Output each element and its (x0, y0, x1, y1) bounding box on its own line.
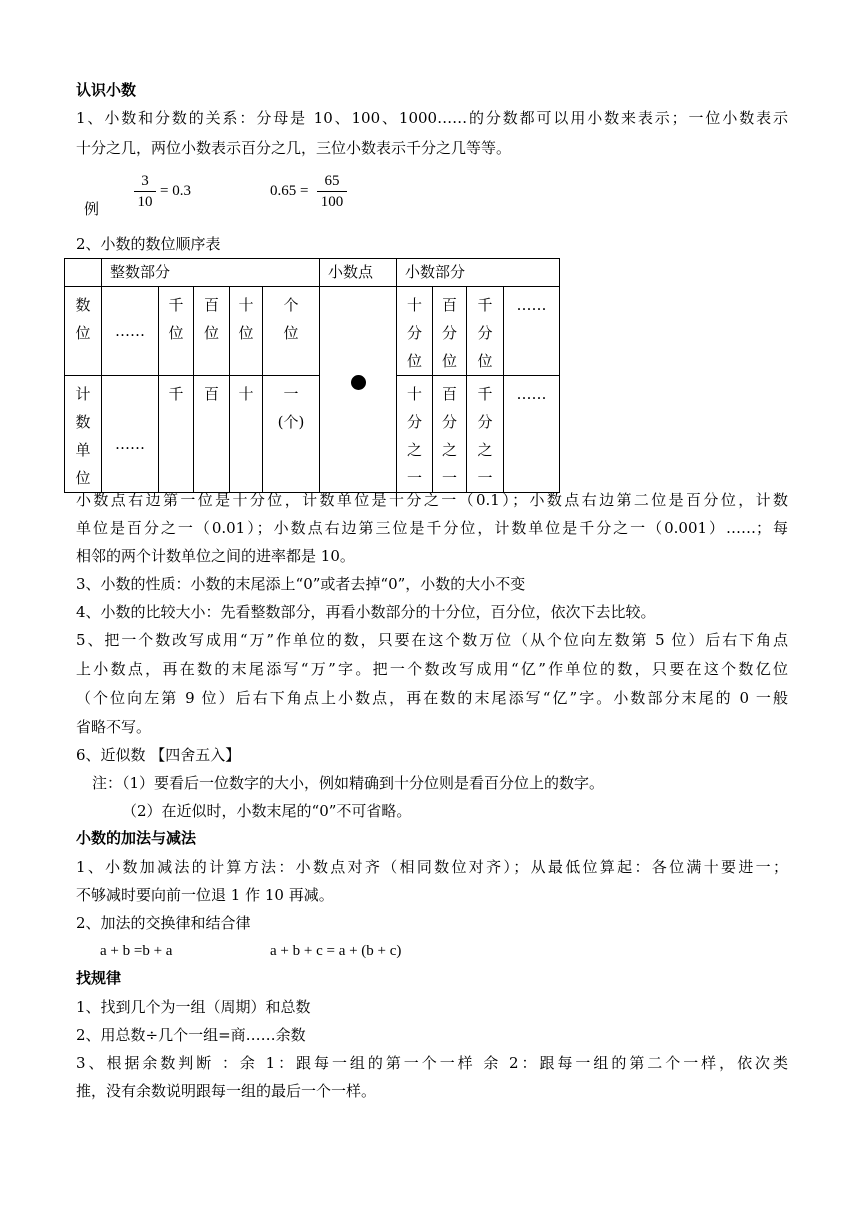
example-label: 例 (84, 202, 100, 218)
fraction-3-10 (134, 172, 156, 211)
place-hundreds: 百 位 (194, 287, 230, 376)
place-tenths: 十 分 位 (397, 287, 433, 376)
paragraph-units-line-3: 相邻的两个计数单位之间的进率都是 10。 (76, 547, 355, 565)
fraction-numerator: 65 (324, 173, 340, 189)
place-hundredths: 百 分 位 (433, 287, 467, 376)
fraction-65-100 (317, 172, 347, 211)
commutative-law: a + b =b + a (100, 943, 173, 959)
unit-hundredth: 百 分 之 一 (433, 376, 467, 493)
row-label-unit: 计 数 单 位 (65, 376, 102, 493)
table-header-row (65, 259, 560, 287)
unit-tenth: 十 分 之 一 (397, 376, 433, 493)
patterns-paragraph-3-line-1: 3、根据余数判断 ：余 1：跟每一组的第一个一样 余 2：跟每一组的第二个一样，依次类 (76, 1054, 788, 1072)
patterns-paragraph-2: 2、用总数÷几个一组=商……余数 (76, 1026, 306, 1044)
paragraph-3: 3、小数的性质：小数的末尾添上“0”或者去掉“0”，小数的大小不变 (76, 575, 526, 593)
paragraph-2-title: 2、小数的数位顺序表 (76, 235, 221, 253)
example-1-result: = 0.3 (160, 183, 191, 199)
note-1: 注：（1）要看后一位数字的大小，例如精确到十分位则是看百分位上的数字。 (92, 774, 605, 792)
fraction-numerator: 3 (141, 173, 149, 189)
example-2-lhs: 0.65 = (270, 183, 309, 199)
section-title-add-subtract: 小数的加法与减法 (76, 829, 197, 847)
unit-decimal-ellipsis: …… (504, 376, 560, 493)
add-sub-paragraph-1-line-2: 不够减时要向前一位退 1 作 10 再减。 (76, 886, 334, 904)
paragraph-6: 6、近似数 【四舍五入】 (76, 746, 241, 764)
add-sub-paragraph-2: 2、加法的交换律和结合律 (76, 914, 251, 932)
unit-hundred: 百 (194, 376, 230, 493)
fraction-denominator: 100 (320, 194, 344, 210)
header-decimal-point: 小数点 (320, 259, 397, 287)
paragraph-4: 4、小数的比较大小：先看整数部分，再看小数部分的十分位，百分位，依次下去比较。 (76, 603, 656, 621)
place-ones: 个 位 (263, 287, 320, 376)
place-value-table (64, 258, 560, 493)
paragraph-5-line-1: 5、把一个数改写成用“万”作单位的数，只要在这个数万位（从个位向左数第 5 位）后右下角点 (76, 631, 788, 649)
unit-thousandth: 千 分 之 一 (467, 376, 504, 493)
place-thousandths: 千 分 位 (467, 287, 504, 376)
paragraph-5-line-3: （个位向左第 9 位）后右下角点上小数点，再在数的末尾添写“亿”字。小数部分末尾的 0 一般 (76, 689, 788, 707)
patterns-paragraph-1: 1、找到几个为一组（周期）和总数 (76, 998, 311, 1016)
note-2: （2）在近似时，小数末尾的“0”不可省略。 (122, 802, 412, 820)
header-integer-part: 整数部分 (102, 259, 320, 287)
paragraph-units-line-1: 小数点右边第一位是十分位，计数单位是十分之一（0.1）；小数点右边第二位是百分位，计数 (76, 491, 788, 509)
unit-integer-ellipsis: …… (102, 376, 159, 493)
place-integer-ellipsis: …… (102, 287, 159, 376)
row-label-place: 数 位 (65, 287, 102, 376)
unit-ten: 十 (230, 376, 263, 493)
decimal-point-cell (320, 287, 397, 493)
unit-one: 一 (个) (263, 376, 320, 493)
place-tens: 十 位 (230, 287, 263, 376)
paragraph-5-line-4: 省略不写。 (76, 718, 152, 736)
header-decimal-part: 小数部分 (397, 259, 560, 287)
section-title-decimals: 认识小数 (76, 81, 137, 99)
add-sub-paragraph-1-line-1: 1、小数加减法的计算方法：小数点对齐（相同数位对齐）；从最低位算起：各位满十要进一； (76, 858, 788, 876)
associative-law: a + b + c = a + (b + c) (270, 943, 402, 959)
fraction-denominator: 10 (137, 194, 153, 210)
paragraph-units-line-2: 单位是百分之一（0.01）；小数点右边第三位是千分位，计数单位是千分之一（0.001）……；每 (76, 519, 788, 537)
paragraph-1-line-2: 十分之几，两位小数表示百分之几，三位小数表示千分之几等等。 (76, 139, 512, 157)
table-row-unit (65, 376, 560, 493)
unit-thousand: 千 (159, 376, 194, 493)
section-title-patterns: 找规律 (76, 969, 122, 987)
place-decimal-ellipsis: …… (504, 287, 560, 376)
decimal-point-dot (351, 375, 366, 390)
table-row-place (65, 287, 560, 376)
place-thousands: 千 位 (159, 287, 194, 376)
table-corner-cell (65, 259, 102, 287)
paragraph-1-line-1: 1、小数和分数的关系：分母是 10、100、1000……的分数都可以用小数来表示；一位小数表示 (76, 109, 788, 127)
paragraph-5-line-2: 上小数点，再在数的末尾添写“万”字。把一个数改写成用“亿”作单位的数，只要在这个数亿位 (76, 660, 788, 678)
patterns-paragraph-3-line-2: 推，没有余数说明跟每一组的最后一个一样。 (76, 1082, 377, 1100)
